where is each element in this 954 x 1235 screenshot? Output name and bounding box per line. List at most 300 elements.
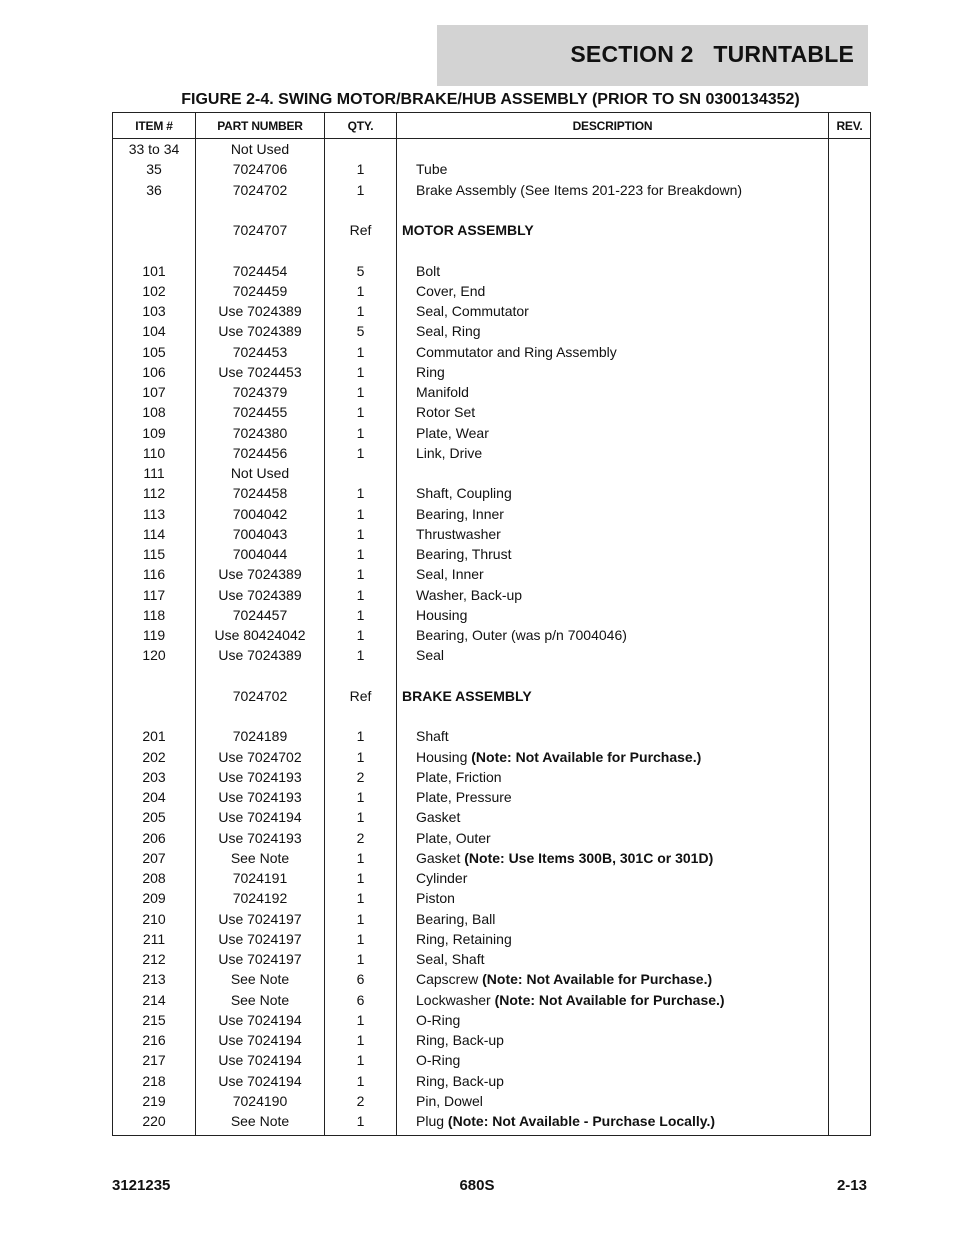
rev-cell bbox=[829, 686, 871, 706]
rev-cell bbox=[829, 990, 871, 1010]
description-cell bbox=[397, 747, 829, 767]
rev-cell bbox=[829, 180, 871, 200]
table-row bbox=[113, 463, 871, 483]
qty-cell bbox=[325, 463, 397, 483]
description-cell bbox=[397, 544, 829, 564]
table-row bbox=[113, 807, 871, 827]
part-number-cell: Use 7024389 bbox=[196, 585, 325, 605]
qty-cell: 1 bbox=[325, 544, 397, 564]
part-number-cell: Use 7024197 bbox=[196, 949, 325, 969]
part-number-cell: Use 7024194 bbox=[196, 1010, 325, 1030]
rev-cell bbox=[829, 281, 871, 301]
qty-cell: 1 bbox=[325, 747, 397, 767]
part-number-cell: See Note bbox=[196, 848, 325, 868]
description-text: Gasket bbox=[416, 849, 465, 866]
description-text: Shaft bbox=[416, 728, 449, 745]
description-text: Housing bbox=[416, 606, 468, 623]
qty-cell: 1 bbox=[325, 888, 397, 908]
rev-cell bbox=[829, 909, 871, 929]
table-row bbox=[113, 564, 871, 584]
description-text: Commutator and Ring Assembly bbox=[416, 343, 617, 360]
table-row bbox=[113, 645, 871, 665]
part-number-cell: 7024458 bbox=[196, 483, 325, 503]
qty-cell: 1 bbox=[325, 443, 397, 463]
table-row bbox=[113, 1091, 871, 1111]
table-row bbox=[113, 220, 871, 240]
item-number-cell: 114 bbox=[113, 524, 196, 544]
item-number-cell bbox=[113, 240, 196, 260]
item-number-cell: 111 bbox=[113, 463, 196, 483]
description-cell bbox=[397, 888, 829, 908]
column-header-qty: QTY. bbox=[325, 113, 397, 139]
parts-table-body bbox=[113, 139, 871, 1136]
description-text: Washer, Back-up bbox=[416, 586, 523, 603]
qty-cell: 1 bbox=[325, 423, 397, 443]
table-row bbox=[113, 362, 871, 382]
item-number-cell bbox=[113, 706, 196, 726]
item-number-cell: 220 bbox=[113, 1111, 196, 1136]
item-number-cell: 212 bbox=[113, 949, 196, 969]
qty-cell: 5 bbox=[325, 261, 397, 281]
description-cell bbox=[397, 787, 829, 807]
description-cell bbox=[397, 990, 829, 1010]
part-number-cell: 7024455 bbox=[196, 402, 325, 422]
part-number-cell: Use 7024197 bbox=[196, 929, 325, 949]
qty-cell: 1 bbox=[325, 1030, 397, 1050]
item-number-cell: 201 bbox=[113, 726, 196, 746]
part-number-cell: Use 7024194 bbox=[196, 1050, 325, 1070]
table-row bbox=[113, 402, 871, 422]
description-cell bbox=[397, 807, 829, 827]
description-cell bbox=[397, 1111, 829, 1136]
description-cell bbox=[397, 342, 829, 362]
item-number-cell: 203 bbox=[113, 767, 196, 787]
table-row bbox=[113, 240, 871, 260]
description-cell bbox=[397, 524, 829, 544]
qty-cell bbox=[325, 240, 397, 260]
part-number-cell: Use 7024389 bbox=[196, 564, 325, 584]
table-row bbox=[113, 342, 871, 362]
description-cell bbox=[397, 909, 829, 929]
qty-cell: 1 bbox=[325, 301, 397, 321]
description-cell bbox=[397, 483, 829, 503]
description-cell bbox=[397, 645, 829, 665]
description-text: Manifold bbox=[416, 384, 469, 401]
description-cell bbox=[397, 1091, 829, 1111]
rev-cell bbox=[829, 585, 871, 605]
rev-cell bbox=[829, 402, 871, 422]
rev-cell bbox=[829, 929, 871, 949]
table-row bbox=[113, 524, 871, 544]
part-number-cell: Use 7024453 bbox=[196, 362, 325, 382]
column-header-item: ITEM # bbox=[113, 113, 196, 139]
description-note: (Note: Not Available for Purchase.) bbox=[494, 991, 725, 1008]
item-number-cell: 207 bbox=[113, 848, 196, 868]
table-row bbox=[113, 1010, 871, 1030]
qty-cell: 1 bbox=[325, 868, 397, 888]
qty-cell: 1 bbox=[325, 929, 397, 949]
part-number-cell: 7004042 bbox=[196, 504, 325, 524]
table-row bbox=[113, 544, 871, 564]
part-number-cell: 7024192 bbox=[196, 888, 325, 908]
description-cell bbox=[397, 220, 829, 240]
description-text: Cylinder bbox=[416, 870, 468, 887]
part-number-cell: 7024706 bbox=[196, 159, 325, 179]
item-number-cell: 109 bbox=[113, 423, 196, 443]
description-cell bbox=[397, 463, 829, 483]
qty-cell: 1 bbox=[325, 524, 397, 544]
description-note: (Note: Use Items 300B, 301C or 301D) bbox=[464, 849, 714, 866]
item-number-cell: 101 bbox=[113, 261, 196, 281]
figure-title: FIGURE 2-4. SWING MOTOR/BRAKE/HUB ASSEMBLY (PRIOR TO SN 0300134352) bbox=[181, 91, 800, 108]
rev-cell bbox=[829, 969, 871, 989]
part-number-cell: Use 7024193 bbox=[196, 767, 325, 787]
description-cell bbox=[397, 240, 829, 260]
part-number-cell: 7004043 bbox=[196, 524, 325, 544]
description-text: Bolt bbox=[416, 262, 441, 279]
table-row bbox=[113, 1071, 871, 1091]
description-cell bbox=[397, 1050, 829, 1070]
description-cell bbox=[397, 402, 829, 422]
qty-cell: 1 bbox=[325, 726, 397, 746]
table-row bbox=[113, 949, 871, 969]
description-text: Bearing, Ball bbox=[416, 910, 496, 927]
description-cell bbox=[397, 605, 829, 625]
rev-cell bbox=[829, 443, 871, 463]
qty-cell: 1 bbox=[325, 787, 397, 807]
description-cell bbox=[397, 180, 829, 200]
part-number-cell: Use 7024194 bbox=[196, 1030, 325, 1050]
description-cell bbox=[397, 139, 829, 160]
description-text: Pin, Dowel bbox=[416, 1092, 483, 1109]
qty-cell: 1 bbox=[325, 848, 397, 868]
rev-cell bbox=[829, 524, 871, 544]
description-note: (Note: Not Available for Purchase.) bbox=[471, 748, 702, 765]
table-row bbox=[113, 504, 871, 524]
part-number-cell: Use 7024194 bbox=[196, 1071, 325, 1091]
qty-cell: 1 bbox=[325, 949, 397, 969]
description-text: Tube bbox=[416, 161, 448, 178]
item-number-cell: 214 bbox=[113, 990, 196, 1010]
table-row bbox=[113, 990, 871, 1010]
qty-cell: 1 bbox=[325, 281, 397, 301]
rev-cell bbox=[829, 848, 871, 868]
table-row bbox=[113, 483, 871, 503]
table-row bbox=[113, 767, 871, 787]
description-note: (Note: Not Available for Purchase.) bbox=[482, 971, 713, 988]
column-header-part-number: PART NUMBER bbox=[196, 113, 325, 139]
table-row bbox=[113, 139, 871, 160]
table-row bbox=[113, 787, 871, 807]
part-number-cell: 7024190 bbox=[196, 1091, 325, 1111]
table-row bbox=[113, 868, 871, 888]
description-text: Seal, Ring bbox=[416, 323, 481, 340]
qty-cell: 1 bbox=[325, 1071, 397, 1091]
table-row bbox=[113, 909, 871, 929]
rev-cell bbox=[829, 483, 871, 503]
qty-cell: 1 bbox=[325, 1050, 397, 1070]
qty-cell: 1 bbox=[325, 504, 397, 524]
description-cell bbox=[397, 423, 829, 443]
item-number-cell: 105 bbox=[113, 342, 196, 362]
rev-cell bbox=[829, 767, 871, 787]
rev-cell bbox=[829, 868, 871, 888]
part-number-cell: 7024189 bbox=[196, 726, 325, 746]
qty-cell: 1 bbox=[325, 382, 397, 402]
qty-cell bbox=[325, 139, 397, 160]
table-row bbox=[113, 747, 871, 767]
table-row bbox=[113, 281, 871, 301]
part-number-cell: 7024379 bbox=[196, 382, 325, 402]
item-number-cell: 211 bbox=[113, 929, 196, 949]
description-text: Bearing, Thrust bbox=[416, 546, 512, 563]
item-number-cell: 119 bbox=[113, 625, 196, 645]
part-number-cell bbox=[196, 200, 325, 220]
description-text: Plug bbox=[416, 1113, 448, 1129]
rev-cell bbox=[829, 605, 871, 625]
qty-cell: 5 bbox=[325, 321, 397, 341]
table-row bbox=[113, 200, 871, 220]
item-number-cell: 209 bbox=[113, 888, 196, 908]
item-number-cell: 210 bbox=[113, 909, 196, 929]
part-number-cell: Use 7024194 bbox=[196, 807, 325, 827]
description-text: Ring, Back-up bbox=[416, 1032, 504, 1049]
description-cell bbox=[397, 969, 829, 989]
qty-cell: Ref bbox=[325, 220, 397, 240]
description-cell bbox=[397, 200, 829, 220]
item-number-cell: 205 bbox=[113, 807, 196, 827]
part-number-cell: 7024456 bbox=[196, 443, 325, 463]
column-header-description: DESCRIPTION bbox=[397, 113, 829, 139]
description-cell bbox=[397, 159, 829, 179]
rev-cell bbox=[829, 1050, 871, 1070]
qty-cell: 6 bbox=[325, 990, 397, 1010]
table-row bbox=[113, 321, 871, 341]
description-text: Plate, Pressure bbox=[416, 789, 512, 806]
qty-cell: 1 bbox=[325, 402, 397, 422]
description-text: Seal, Shaft bbox=[416, 951, 485, 968]
part-number-cell: 7024702 bbox=[196, 180, 325, 200]
rev-cell bbox=[829, 240, 871, 260]
rev-cell bbox=[829, 666, 871, 686]
qty-cell: 6 bbox=[325, 969, 397, 989]
rev-cell bbox=[829, 828, 871, 848]
rev-cell bbox=[829, 1071, 871, 1091]
part-number-cell: Use 7024389 bbox=[196, 321, 325, 341]
description-text: Bearing, Outer (was p/n 7004046) bbox=[416, 627, 627, 644]
rev-cell bbox=[829, 220, 871, 240]
qty-cell: 1 bbox=[325, 645, 397, 665]
qty-cell: 1 bbox=[325, 605, 397, 625]
description-cell bbox=[397, 382, 829, 402]
description-cell bbox=[397, 281, 829, 301]
item-number-cell: 108 bbox=[113, 402, 196, 422]
part-number-cell: 7024191 bbox=[196, 868, 325, 888]
rev-cell bbox=[829, 321, 871, 341]
item-number-cell: 107 bbox=[113, 382, 196, 402]
qty-cell: 1 bbox=[325, 1010, 397, 1030]
qty-cell: 2 bbox=[325, 1091, 397, 1111]
table-row bbox=[113, 443, 871, 463]
description-text: Lockwasher bbox=[416, 991, 495, 1008]
description-cell bbox=[397, 585, 829, 605]
rev-cell bbox=[829, 1111, 871, 1136]
rev-cell bbox=[829, 261, 871, 281]
item-number-cell: 115 bbox=[113, 544, 196, 564]
description-text: Gasket bbox=[416, 809, 461, 826]
table-row bbox=[113, 180, 871, 200]
description-cell bbox=[397, 726, 829, 746]
item-number-cell: 35 bbox=[113, 159, 196, 179]
rev-cell bbox=[829, 807, 871, 827]
rev-cell bbox=[829, 504, 871, 524]
item-number-cell: 102 bbox=[113, 281, 196, 301]
description-cell bbox=[397, 301, 829, 321]
table-row bbox=[113, 1030, 871, 1050]
item-number-cell: 33 to 34 bbox=[113, 139, 196, 160]
part-number-cell: Use 7024389 bbox=[196, 645, 325, 665]
rev-cell bbox=[829, 1030, 871, 1050]
item-number-cell: 217 bbox=[113, 1050, 196, 1070]
item-number-cell: 219 bbox=[113, 1091, 196, 1111]
item-number-cell: 112 bbox=[113, 483, 196, 503]
item-number-cell: 120 bbox=[113, 645, 196, 665]
qty-cell bbox=[325, 200, 397, 220]
qty-cell: 1 bbox=[325, 180, 397, 200]
description-text: BRAKE ASSEMBLY bbox=[402, 687, 532, 704]
part-number-cell: 7024702 bbox=[196, 686, 325, 706]
parts-table bbox=[112, 112, 871, 1136]
description-text: Capscrew bbox=[416, 971, 483, 988]
description-text: Ring bbox=[416, 363, 445, 380]
description-cell bbox=[397, 321, 829, 341]
table-row bbox=[113, 726, 871, 746]
description-text: Shaft, Coupling bbox=[416, 485, 512, 502]
part-number-cell: Use 7024197 bbox=[196, 909, 325, 929]
qty-cell: 1 bbox=[325, 483, 397, 503]
description-text: Bearing, Inner bbox=[416, 505, 504, 522]
part-number-cell: Use 7024193 bbox=[196, 787, 325, 807]
item-number-cell bbox=[113, 686, 196, 706]
item-number-cell: 118 bbox=[113, 605, 196, 625]
rev-cell bbox=[829, 706, 871, 726]
description-text: Link, Drive bbox=[416, 444, 483, 461]
description-text: Plate, Friction bbox=[416, 768, 502, 785]
part-number-cell: 7024380 bbox=[196, 423, 325, 443]
item-number-cell: 213 bbox=[113, 969, 196, 989]
part-number-cell: 7024454 bbox=[196, 261, 325, 281]
rev-cell bbox=[829, 423, 871, 443]
part-number-cell: See Note bbox=[196, 1111, 325, 1136]
description-text: Piston bbox=[416, 890, 455, 907]
item-number-cell bbox=[113, 220, 196, 240]
qty-cell: 1 bbox=[325, 909, 397, 929]
footer-model: 680S bbox=[459, 1177, 495, 1194]
table-row bbox=[113, 1050, 871, 1070]
table-row bbox=[113, 969, 871, 989]
qty-cell bbox=[325, 706, 397, 726]
table-row bbox=[113, 585, 871, 605]
description-cell bbox=[397, 666, 829, 686]
rev-cell bbox=[829, 159, 871, 179]
description-cell bbox=[397, 949, 829, 969]
part-number-cell: See Note bbox=[196, 990, 325, 1010]
rev-cell bbox=[829, 342, 871, 362]
part-number-cell bbox=[196, 666, 325, 686]
rev-cell bbox=[829, 1091, 871, 1111]
item-number-cell bbox=[113, 200, 196, 220]
table-row bbox=[113, 888, 871, 908]
description-text: Brake Assembly (See Items 201-223 for Breakdown) bbox=[416, 181, 743, 198]
description-text: Plate, Wear bbox=[416, 424, 489, 441]
rev-cell bbox=[829, 888, 871, 908]
part-number-cell bbox=[196, 706, 325, 726]
part-number-cell: 7024459 bbox=[196, 281, 325, 301]
description-cell bbox=[397, 1030, 829, 1050]
rev-cell bbox=[829, 787, 871, 807]
item-number-cell: 116 bbox=[113, 564, 196, 584]
qty-cell: 1 bbox=[325, 564, 397, 584]
rev-cell bbox=[829, 301, 871, 321]
item-number-cell: 206 bbox=[113, 828, 196, 848]
item-number-cell bbox=[113, 666, 196, 686]
item-number-cell: 215 bbox=[113, 1010, 196, 1030]
rev-cell bbox=[829, 139, 871, 160]
item-number-cell: 204 bbox=[113, 787, 196, 807]
rev-cell bbox=[829, 382, 871, 402]
description-cell bbox=[397, 564, 829, 584]
rev-cell bbox=[829, 625, 871, 645]
description-text: Seal, Inner bbox=[416, 566, 484, 583]
description-text: Cover, End bbox=[416, 282, 486, 299]
rev-cell bbox=[829, 1010, 871, 1030]
description-cell bbox=[397, 443, 829, 463]
table-row bbox=[113, 301, 871, 321]
description-cell bbox=[397, 706, 829, 726]
table-row bbox=[113, 605, 871, 625]
item-number-cell: 117 bbox=[113, 585, 196, 605]
part-number-cell: 7024707 bbox=[196, 220, 325, 240]
column-header-rev: REV. bbox=[829, 113, 871, 139]
section-title: SECTION 2 TURNTABLE bbox=[570, 41, 854, 67]
qty-cell: 1 bbox=[325, 362, 397, 382]
description-text: Ring, Back-up bbox=[416, 1072, 504, 1089]
part-number-cell: Use 7024193 bbox=[196, 828, 325, 848]
item-number-cell: 103 bbox=[113, 301, 196, 321]
description-text: Seal, Commutator bbox=[416, 303, 529, 320]
part-number-cell bbox=[196, 240, 325, 260]
table-row bbox=[113, 261, 871, 281]
rev-cell bbox=[829, 726, 871, 746]
qty-cell: Ref bbox=[325, 686, 397, 706]
table-row bbox=[113, 423, 871, 443]
part-number-cell: See Note bbox=[196, 969, 325, 989]
description-cell bbox=[397, 504, 829, 524]
qty-cell: 1 bbox=[325, 585, 397, 605]
part-number-cell: Not Used bbox=[196, 463, 325, 483]
description-text: MOTOR ASSEMBLY bbox=[402, 222, 534, 239]
table-row bbox=[113, 828, 871, 848]
qty-cell: 1 bbox=[325, 625, 397, 645]
item-number-cell: 113 bbox=[113, 504, 196, 524]
description-text: Ring, Retaining bbox=[416, 930, 512, 947]
description-cell bbox=[397, 828, 829, 848]
item-number-cell: 106 bbox=[113, 362, 196, 382]
rev-cell bbox=[829, 544, 871, 564]
description-text: O-Ring bbox=[416, 1052, 461, 1069]
rev-cell bbox=[829, 200, 871, 220]
item-number-cell: 216 bbox=[113, 1030, 196, 1050]
